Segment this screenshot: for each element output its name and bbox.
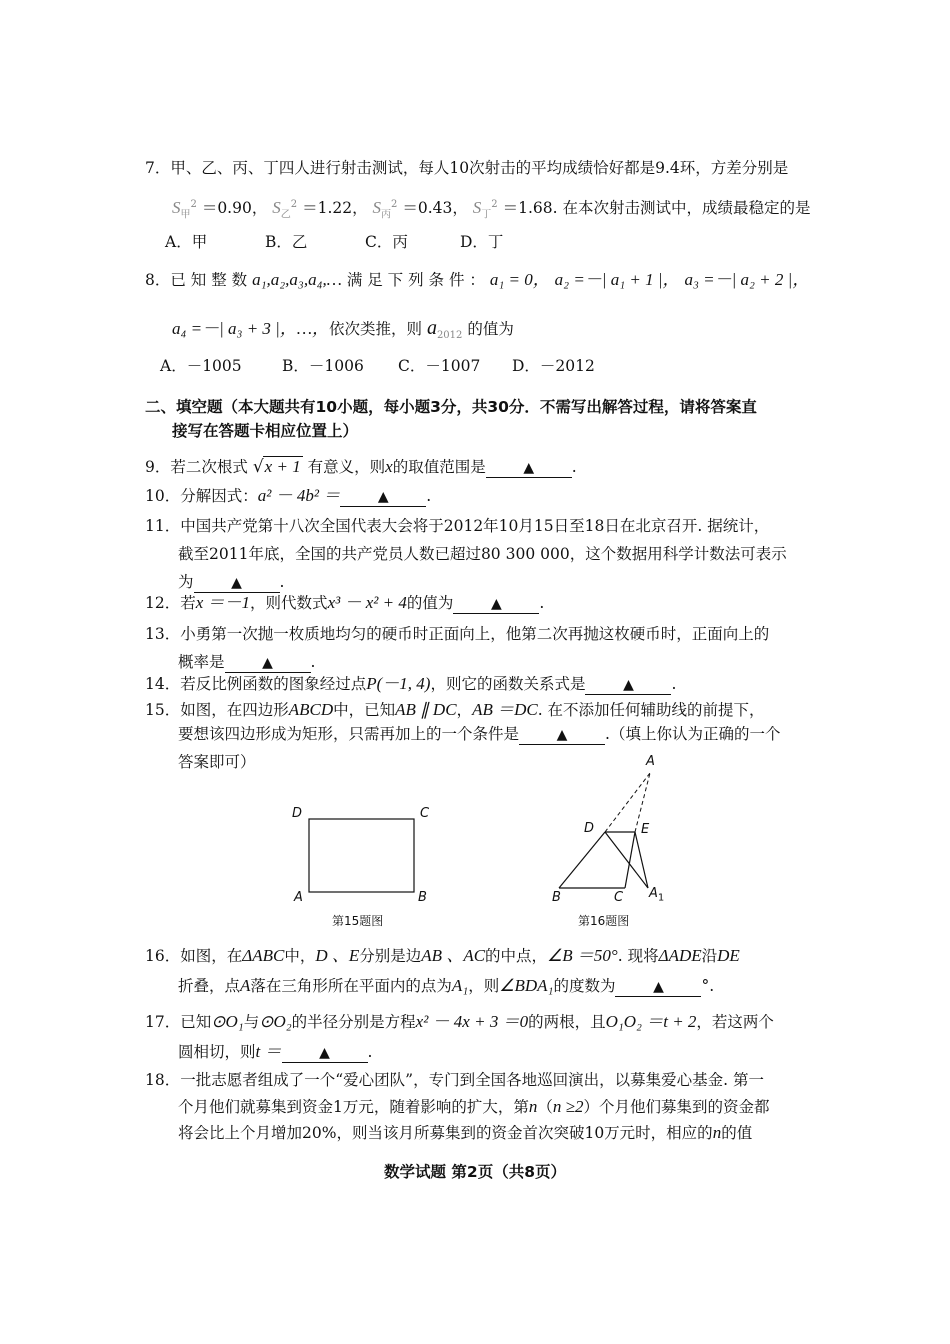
q16-text-2b: 落在三角形所在平面内的点为 <box>250 977 452 995</box>
q14-end: . <box>671 675 677 693</box>
q8-c3: a₃ =－| a₂ + 2 |， <box>684 270 810 289</box>
fig16-a1-letter: A <box>649 886 658 901</box>
fig16-line-bd <box>559 832 605 888</box>
fig16-caption: 第16题图 <box>578 914 630 928</box>
q8-a2012-sub: 2012 <box>436 330 463 342</box>
q16-angle: ∠B ＝50° <box>547 946 618 965</box>
q16-line1 <box>145 946 740 966</box>
q16-de-line: DE <box>717 946 740 965</box>
q8-c2: a₂ =－| a₁ + 1 |， <box>554 270 680 289</box>
fig16-label-a: A <box>646 754 655 769</box>
q13-line2 <box>178 652 315 673</box>
v-jia: ＝0.90， <box>201 199 268 218</box>
q7-stem: 甲、乙、丙、丁四人进行射击测试，每人10次射击的平均成绩恰好都是9.4环，方差分别是 <box>170 159 789 177</box>
fig15-rect <box>309 819 414 892</box>
q9-text-c: 的取值范围是 <box>392 458 486 476</box>
q18-number: 18． <box>145 1071 181 1089</box>
q16-a1: A₁ <box>451 976 469 995</box>
q10-text-a: 分解因式： <box>180 487 258 505</box>
fig16-label-c: C <box>614 890 624 905</box>
q10-answer-blank[interactable]: ▲ <box>340 488 426 507</box>
q12-answer-blank[interactable]: ▲ <box>453 595 539 614</box>
q8-c1: a₁ = 0， <box>489 270 550 289</box>
sub-bing: 丙 <box>381 209 392 221</box>
q12-text-a: 若 <box>180 594 196 612</box>
q12 <box>145 593 544 614</box>
q18-n: n <box>528 1097 538 1116</box>
q14-number: 14． <box>145 675 181 693</box>
q13-text-2: 概率是 <box>178 653 225 671</box>
fig16-a1-sub: 1 <box>657 892 665 904</box>
q12-expr: x³ － x² + 4 <box>327 593 407 612</box>
q14 <box>145 674 676 695</box>
q8-seq: a₁,a₂,a₃,a₄,… <box>252 270 342 289</box>
q16-end: . <box>709 977 715 995</box>
q16-text-d: 的中点， <box>485 947 548 965</box>
q18-line2 <box>178 1097 770 1117</box>
q8-option-c: C．－1007 <box>398 357 481 375</box>
q14-text-a: 若反比例函数的图象经过点 <box>180 675 367 693</box>
q18-text-1: 一批志愿者组成了一个“爱心团队”，专门到全国各地巡回演出，以募集爱心基金. 第一 <box>180 1071 764 1089</box>
q9-text-b: 有意义，则 <box>307 458 386 476</box>
q16-de: D 、E <box>315 946 360 965</box>
q15-text-c: . 在不添加任何辅助线的前提下， <box>537 701 765 719</box>
q8-text-b: 依次类推，则 <box>328 320 422 338</box>
q17-text-a: 已知 <box>180 1013 212 1031</box>
q15-text-2-end: .（填上你认为正确的一个 <box>605 725 781 743</box>
fig16-label-a1 <box>649 886 664 904</box>
q12-text-b: ，则代数式 <box>250 594 328 612</box>
q18-text-2b: （ <box>537 1098 553 1116</box>
fig15-rectangle-diagram <box>280 800 440 910</box>
q15-text-a: 如图，在四边形 <box>180 701 289 719</box>
q15-text-2: 要想该四边形成为矩形，只需再加上的一个条件是 <box>178 725 520 743</box>
q13-answer-blank[interactable]: ▲ <box>225 654 311 673</box>
q11-line2: 截至2011年底，全国的共产党员人数已超过80 300 000，这个数据用科学计数法可表示 <box>178 545 787 563</box>
q11-end: . <box>279 573 285 591</box>
q7-option-c: C．丙 <box>365 233 408 251</box>
q12-text-c: 的值为 <box>406 594 454 612</box>
q18-line3 <box>178 1123 752 1143</box>
q16-text-e: . 现将 <box>617 947 659 965</box>
fig15-label-a: A <box>294 890 303 905</box>
q9-x: x <box>385 457 393 476</box>
q11-text-3: 为 <box>178 573 194 591</box>
q15-equal: AB ＝DC <box>472 700 538 719</box>
sq: 2 <box>290 199 298 210</box>
sq: 2 <box>491 199 498 210</box>
q8-option-b: B．－1006 <box>282 357 364 375</box>
page-footer: 数学试题 第2页（共8页） <box>384 1163 566 1181</box>
q16-triangle: ΔABC <box>242 946 285 965</box>
fig16-label-b: B <box>552 890 561 905</box>
q7-tail: . 在本次射击测试中，成绩最稳定的是 <box>552 199 811 218</box>
q7-variances <box>172 195 810 225</box>
q9-number: 9． <box>145 458 171 476</box>
q12-cond: x ＝－1 <box>195 593 251 612</box>
fig15-caption: 第15题图 <box>332 914 384 928</box>
q7-option-b: B．乙 <box>265 233 308 251</box>
q8-a2012: a <box>426 317 437 339</box>
q15-comma: ， <box>456 701 473 719</box>
q18-n: n <box>712 1123 722 1142</box>
q17-line1 <box>145 1012 774 1032</box>
q8-line1 <box>145 270 809 290</box>
q11-answer-blank[interactable]: ▲ <box>194 574 280 593</box>
q9 <box>145 456 577 478</box>
q8-text-c: 的值为 <box>467 320 514 338</box>
q17-end: . <box>367 1043 373 1061</box>
q16-line2 <box>178 976 714 997</box>
q13-line1 <box>145 624 769 644</box>
q8-option-a: A．－1005 <box>160 357 242 375</box>
q9-answer-blank[interactable]: ▲ <box>486 459 572 478</box>
s-symbol: S <box>472 198 482 218</box>
q10-expr: a² － 4b² ＝ <box>257 486 341 505</box>
q17-text-c: 的半径分别是方程 <box>291 1013 416 1031</box>
q16-text-f: 沿 <box>701 947 718 965</box>
q17-equation: x² － 4x + 3 ＝0 <box>415 1012 529 1031</box>
q17-line2 <box>178 1042 372 1063</box>
q13-number: 13． <box>145 625 181 643</box>
v-yi: ＝1.22， <box>302 199 368 218</box>
sub-yi: 乙 <box>280 209 291 221</box>
q12-end: . <box>539 594 545 612</box>
s-symbol: S <box>172 198 181 218</box>
q10 <box>145 486 431 507</box>
q11-line3 <box>178 572 284 593</box>
sq: 2 <box>190 199 197 210</box>
q16-text-2c: ，则 <box>468 977 500 995</box>
q16-text-2d: 的度数为 <box>553 977 616 995</box>
sq: 2 <box>391 199 398 210</box>
fig16-label-d: D <box>584 821 595 836</box>
q16-text-2a: 折叠，点 <box>178 977 241 995</box>
q7-option-a: A．甲 <box>165 233 208 251</box>
q10-number: 10． <box>145 487 181 505</box>
q7-number: 7． <box>145 159 171 177</box>
q9-radicand: x + 1 <box>264 457 301 476</box>
q8-cond-text: 满 足 下 列 条 件 ： <box>346 271 485 289</box>
q13-text-1: 小勇第一次抛一枚质地均匀的硬币时正面向上，他第二次再抛这枚硬币时，正面向上的 <box>180 625 770 643</box>
q17-circle-o1: ⊙O₁ <box>211 1012 244 1031</box>
q17-t: t ＝ <box>255 1042 282 1061</box>
s-symbol: S <box>372 198 382 218</box>
sub-jia: 甲 <box>180 209 191 221</box>
q17-text-2a: 圆相切，则 <box>178 1043 256 1061</box>
q17-answer-blank[interactable]: ▲ <box>282 1044 368 1063</box>
q15-answer-blank[interactable]: ▲ <box>519 726 605 745</box>
q15-line3: 答案即可） <box>178 753 256 771</box>
q15-text-b: 中，已知 <box>333 701 396 719</box>
q8-stem: 已 知 整 数 <box>170 271 248 289</box>
q8-option-d: D．－2012 <box>512 357 595 375</box>
q17-text-e: ，若这两个 <box>696 1013 774 1031</box>
q15-line1 <box>145 700 765 720</box>
q17-distance: O₁O₂ ＝t + 2 <box>605 1012 697 1031</box>
q7-option-d: D．丁 <box>460 233 504 251</box>
q15-line2 <box>178 724 780 745</box>
q14-answer-blank[interactable]: ▲ <box>585 676 671 695</box>
q17-text-b: 与 <box>243 1013 260 1031</box>
q15-quad: ABCD <box>288 700 334 719</box>
q16-answer-blank[interactable]: ▲ <box>615 978 701 997</box>
v-ding: ＝1.68 <box>502 199 553 218</box>
sqrt-icon: √ <box>252 457 264 477</box>
q17-circle-o2: ⊙O₂ <box>259 1012 292 1031</box>
fig16-triangle-diagram <box>545 755 675 905</box>
sub-ding: 丁 <box>481 209 492 221</box>
q11-line1 <box>145 516 769 536</box>
q16-number: 16． <box>145 947 181 965</box>
q17-text-d: 的两根，且 <box>528 1013 606 1031</box>
q12-number: 12． <box>145 594 181 612</box>
q8-a4: a₄ =－| a₃ + 3 |，…， <box>172 319 329 338</box>
q15-number: 15． <box>145 701 181 719</box>
q9-text-a: 若二次根式 <box>170 458 248 476</box>
q9-end: . <box>571 458 577 476</box>
q14-text-b: ，则它的函数关系式是 <box>430 675 586 693</box>
q14-point: P(－1, 4) <box>366 674 431 693</box>
q16-text-c: 分别是边 <box>359 947 422 965</box>
fig16-label-e: E <box>641 822 650 837</box>
q8-number: 8． <box>145 271 171 289</box>
q10-end: . <box>426 487 432 505</box>
q16-ade: ΔADE <box>658 946 702 965</box>
q8-line2 <box>172 318 514 346</box>
q16-ab-ac: AB 、AC <box>421 946 486 965</box>
s-symbol: S <box>272 198 281 218</box>
q18-text-2a: 个月他们就募集到资金1万元，随着影响的扩大，第 <box>178 1098 529 1116</box>
q16-degree: ° <box>701 977 710 995</box>
q17-number: 17． <box>145 1013 181 1031</box>
fig15-label-d: D <box>292 806 303 821</box>
v-bing: ＝0.43， <box>402 199 468 218</box>
section2-title-line1: 二、填空题（本大题共有10小题，每小题3分，共30分．不需写出解答过程，请将答案直 <box>145 398 757 416</box>
q11-text-1: 中国共产党第十八次全国代表大会将于2012年10月15日至18日在北京召开. 据统计， <box>180 517 770 535</box>
q15-parallel: AB ∥ DC <box>395 700 457 719</box>
q18-line1 <box>145 1070 764 1090</box>
fig15-label-b: B <box>418 890 427 905</box>
q13-end: . <box>310 653 316 671</box>
q18-cond: n ≥2 <box>552 1097 584 1116</box>
q18-text-3b: 的值 <box>721 1124 753 1142</box>
fig15-label-c: C <box>420 806 430 821</box>
q18-text-2c: ）个月他们募集到的资金都 <box>583 1098 770 1116</box>
q7-line1 <box>145 158 788 178</box>
q11-number: 11． <box>145 517 181 535</box>
q16-text-a: 如图，在 <box>180 947 243 965</box>
section2-title-line2: 接写在答题卡相应位置上） <box>172 422 359 440</box>
q16-point-a: A <box>240 976 251 995</box>
q16-bda1: ∠BDA₁ <box>499 976 554 995</box>
q18-text-3a: 将会比上个月增加20%，则当该月所募集到的资金首次突破10万元时，相应的 <box>178 1124 713 1142</box>
q16-text-b: 中， <box>284 947 316 965</box>
